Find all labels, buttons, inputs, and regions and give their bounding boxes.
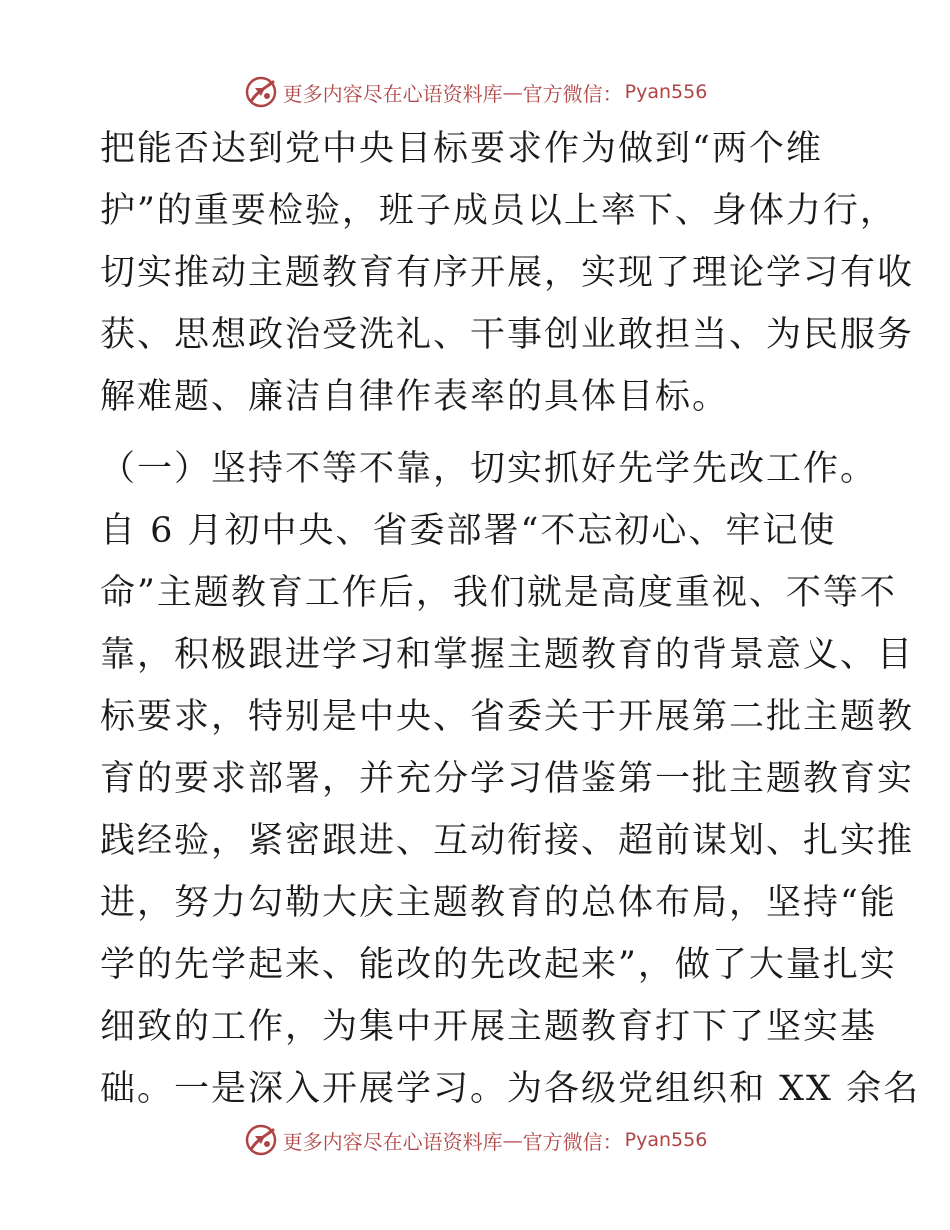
paragraph-2	[100, 500, 921, 1120]
text-line: 进，努力勾勒大庆主题教育的总体布局，坚持“能	[100, 883, 897, 923]
brand-logo-icon	[243, 74, 279, 110]
text-line: 命”主题教育工作后，我们就是高度重视、不等不	[100, 573, 897, 613]
watermark-wechat-id: Pyan556	[624, 1129, 708, 1151]
text-line: 细致的工作，为集中开展主题教育打下了坚实基	[100, 1007, 878, 1047]
watermark-wechat-label: 官方微信：	[522, 81, 623, 106]
text-line: 解难题、廉洁自律作表率的具体目标。	[100, 377, 730, 417]
text-line: 切实推动主题教育有序开展，实现了理论学习有收	[100, 253, 915, 293]
text-line: 获、思想政治受洗礼、干事创业敢担当、为民服务	[100, 315, 915, 355]
footer-watermark	[0, 1120, 950, 1160]
text-line: 靠，积极跟进学习和掌握主题教育的背景意义、目	[100, 635, 915, 675]
text-line: 标要求，特别是中央、省委关于开展第二批主题教	[100, 697, 915, 737]
text-line: 把能否达到党中央目标要求作为做到“两个维	[100, 129, 823, 169]
watermark-brand-text: 更多内容尽在心语资料库	[282, 81, 503, 106]
text-line: 践经验，紧密跟进、互动衔接、超前谋划、扎实推	[100, 821, 915, 861]
text-line: 学的先学起来、能改的先改起来”，做了大量扎实	[100, 945, 897, 985]
watermark-brand-text: 更多内容尽在心语资料库	[282, 1129, 503, 1154]
watermark-dash: —	[502, 80, 523, 104]
brand-logo-icon	[243, 1122, 279, 1158]
document-body	[100, 118, 921, 1120]
watermark-wechat-id: Pyan556	[624, 81, 708, 103]
text-line: 础。一是深入开展学习。为各级党组织和 XX 余名	[100, 1069, 921, 1109]
section-heading: （一）坚持不等不靠，切实抓好先学先改工作。	[100, 449, 878, 489]
watermark-dash: —	[502, 1128, 523, 1152]
header-watermark	[0, 72, 950, 112]
text-line: 护”的重要检验，班子成员以上率下、身体力行，	[100, 191, 897, 231]
paragraph-1	[100, 118, 915, 428]
watermark-wechat-label: 官方微信：	[522, 1129, 623, 1154]
text-line: 育的要求部署，并充分学习借鉴第一批主题教育实	[100, 759, 915, 799]
text-line: 自 6 月初中央、省委部署“不忘初心、牢记使	[100, 511, 837, 551]
